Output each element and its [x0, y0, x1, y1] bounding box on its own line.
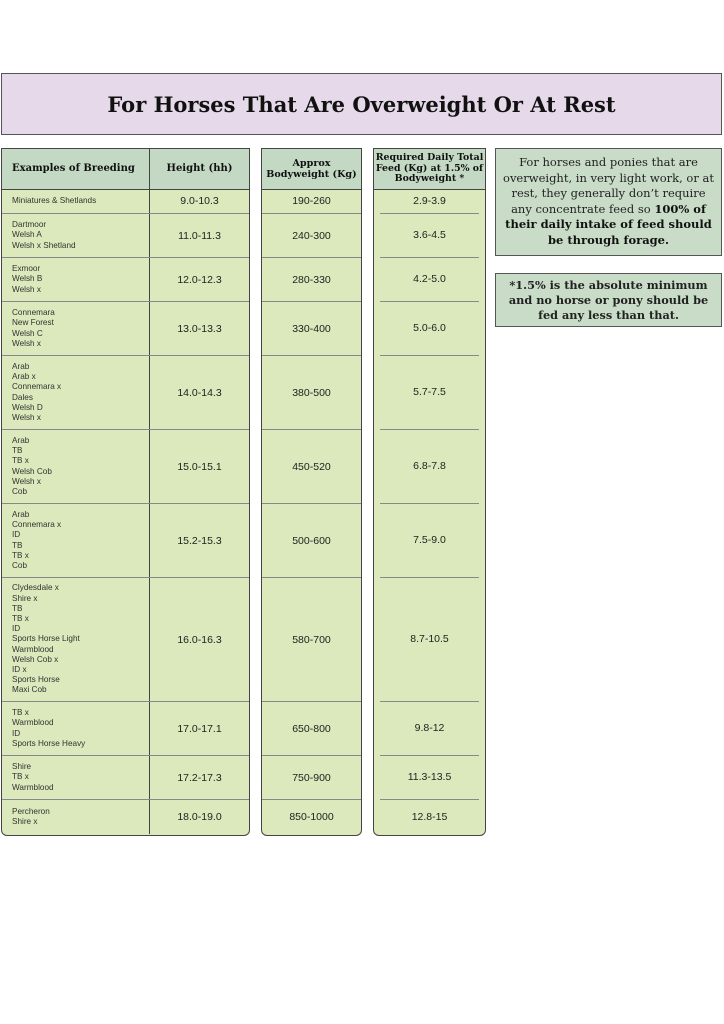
height-cell: 17.0-17.1: [177, 722, 222, 735]
breed-name: TB x: [12, 550, 29, 560]
breed-name: Maxi Cob: [12, 685, 47, 695]
height-cell: 15.0-15.1: [177, 460, 222, 473]
height-cell: 12.0-12.3: [177, 273, 222, 286]
breeding-cell: [2, 258, 150, 301]
breeding-height-table: [1, 148, 250, 836]
header-bodyweight-line1: Approx: [292, 157, 331, 169]
header-feed-line1: Required Daily Total: [375, 152, 484, 164]
feed-cell: 12.8-15: [411, 810, 448, 823]
breed-name: Arab x: [12, 372, 36, 382]
bodyweight-cell: 240-300: [292, 229, 331, 242]
table-row: [2, 701, 249, 755]
breed-name: Sports Horse Heavy: [12, 738, 86, 748]
breeding-cell: [2, 189, 150, 213]
feed-cell: 7.5-9.0: [413, 534, 446, 546]
breed-name: Welsh x: [12, 476, 41, 486]
table-row: [374, 701, 485, 755]
breeding-cell: [2, 214, 150, 257]
bodyweight-cell: 500-600: [292, 534, 331, 547]
minimum-note: [495, 273, 722, 327]
breed-name: Shire x: [12, 593, 38, 603]
table-row: [374, 503, 485, 577]
table-row: [262, 701, 361, 755]
breed-name: Welsh x: [12, 284, 41, 294]
table-row: [2, 429, 249, 503]
bodyweight-cell: 450-520: [292, 460, 331, 473]
bodyweight-table: [261, 148, 362, 836]
bodyweight-cell: 280-330: [292, 273, 331, 286]
breed-name: Connemara: [12, 308, 55, 318]
breed-name: Arab: [12, 435, 30, 445]
breed-name: Welsh x: [12, 412, 41, 422]
header-height: Height (hh): [166, 163, 233, 175]
height-cell: 11.0-11.3: [178, 229, 221, 242]
bodyweight-cell: 750-900: [292, 771, 331, 784]
breeding-cell: [2, 302, 150, 355]
table-row: [2, 503, 249, 577]
breed-name: TB: [12, 603, 23, 613]
table-row: [262, 257, 361, 301]
breed-name: Welsh B: [12, 274, 43, 284]
breed-name: Welsh Cob: [12, 466, 52, 476]
breed-name: Percheron: [12, 806, 50, 816]
breeding-cell: [2, 756, 150, 799]
table-row: [374, 355, 485, 429]
feed-cell: 4.2-5.0: [413, 273, 446, 285]
table-row: [374, 301, 485, 355]
breed-name: ID: [12, 728, 21, 738]
table-row: [262, 355, 361, 429]
height-cell: 15.2-15.3: [177, 534, 222, 547]
breeding-cell: [2, 702, 150, 755]
breed-name: Dartmoor: [12, 220, 47, 230]
table-row: [2, 355, 249, 429]
table-row: [262, 503, 361, 577]
breed-name: Shire x: [12, 817, 38, 826]
table-row: [374, 257, 485, 301]
breed-name: TB x: [12, 708, 29, 718]
bodyweight-cell: 850-1000: [289, 811, 334, 823]
table-row: [2, 755, 249, 799]
breed-name: Shire: [12, 762, 32, 772]
bodyweight-cell: 190-260: [292, 195, 331, 207]
table-row: [374, 577, 485, 701]
feed-cell: 8.7-10.5: [410, 633, 449, 645]
bodyweight-cell: 330-400: [292, 322, 331, 335]
breed-name: TB x: [12, 456, 29, 466]
breeding-cell: [2, 504, 150, 577]
breed-name: Dales: [12, 392, 33, 402]
breed-name: Warmblood: [12, 644, 54, 654]
header-feed: [374, 149, 485, 190]
breed-name: TB x: [12, 772, 29, 782]
breed-name: ID x: [12, 665, 27, 674]
breed-name: Welsh Cob x: [12, 654, 59, 664]
height-cell: 16.0-16.3: [177, 633, 222, 646]
forage-note-bold: 100% of their daily intake of feed should be through forage.: [505, 201, 712, 247]
table-row: [262, 429, 361, 503]
feed-cell: 3.6-4.5: [413, 229, 446, 241]
bodyweight-cell: 380-500: [292, 386, 331, 399]
breeding-cell: [2, 430, 150, 503]
forage-note: [495, 148, 722, 256]
table-row: [262, 213, 361, 257]
breed-name: TB: [12, 540, 23, 550]
breed-name: TB: [12, 446, 23, 456]
table-row: [374, 213, 485, 257]
table-row: [2, 799, 249, 834]
feed-cell: 6.8-7.8: [413, 460, 446, 472]
breed-name: Cob: [12, 560, 28, 570]
title-banner: [1, 73, 722, 135]
feed-cell: 5.7-7.5: [413, 386, 446, 398]
table-row: [262, 799, 361, 834]
table-row: [262, 189, 361, 213]
height-cell: 18.0-19.0: [177, 811, 222, 823]
breed-name: Connemara x: [12, 382, 62, 392]
breeding-cell: [2, 356, 150, 429]
header-bodyweight-line2: Bodyweight (Kg): [266, 169, 357, 180]
height-cell: 13.0-13.3: [177, 322, 222, 335]
minimum-note-text: *1.5% is the absolute minimum and no horse or pony should be fed any less than that.: [508, 278, 709, 322]
feed-cell: 2.9-3.9: [413, 195, 446, 207]
breed-name: Welsh D: [12, 402, 43, 412]
breed-name: Miniatures & Shetlands: [12, 195, 97, 205]
header-feed-line2: Feed (Kg) at 1.5% of: [375, 162, 484, 174]
header-feed-line3: Bodyweight *: [394, 173, 465, 185]
breed-name: Cob: [12, 486, 28, 496]
table-row: [262, 755, 361, 799]
table-row: [2, 189, 249, 213]
height-cell: 9.0-10.3: [180, 195, 219, 207]
breed-name: Welsh A: [12, 230, 42, 240]
breed-name: ID: [12, 530, 21, 540]
breed-name: Warmblood: [12, 718, 54, 728]
breeding-cell: [2, 578, 150, 701]
breed-name: TB x: [12, 613, 29, 623]
feed-cell: 11.3-13.5: [407, 771, 452, 783]
breed-name: Warmblood: [12, 782, 54, 792]
breed-name: Arab: [12, 361, 30, 371]
table-row: [262, 577, 361, 701]
breed-name: New Forest: [12, 318, 54, 328]
breed-name: Sports Horse: [12, 675, 60, 685]
feed-cell: 9.8-12: [414, 722, 445, 734]
header-row: [2, 149, 249, 190]
breed-name: ID: [12, 624, 21, 634]
feed-table: [373, 148, 486, 836]
breed-name: Welsh x: [12, 338, 41, 348]
breed-name: Arab: [12, 509, 30, 519]
table-row: [2, 213, 249, 257]
table-row: [2, 301, 249, 355]
table-row: [2, 257, 249, 301]
breed-name: Sports Horse Light: [12, 634, 80, 644]
table-row: [2, 577, 249, 701]
bodyweight-cell: 650-800: [292, 722, 331, 735]
header-bodyweight: [262, 149, 361, 190]
breed-name: Welsh C: [12, 328, 43, 338]
feed-cell: 5.0-6.0: [413, 322, 446, 334]
table-row: [374, 189, 485, 213]
page-title: For Horses That Are Overweight Or At Rest: [107, 91, 616, 117]
breed-name: Connemara x: [12, 520, 62, 530]
height-cell: 14.0-14.3: [177, 386, 222, 399]
header-breeding: Examples of Breeding: [12, 163, 135, 175]
breeding-cell: [2, 800, 150, 834]
table-row: [374, 755, 485, 799]
breed-name: Exmoor: [12, 264, 41, 274]
table-row: [262, 301, 361, 355]
breed-name: Welsh x Shetland: [12, 240, 76, 250]
breed-name: Clydesdale x: [12, 583, 59, 593]
table-row: [374, 429, 485, 503]
bodyweight-cell: 580-700: [292, 633, 331, 646]
table-row: [374, 799, 485, 834]
height-cell: 17.2-17.3: [177, 771, 222, 784]
forage-note-text: For horses and ponies that are overweight, in very light work, or at rest, they generally don’t require any concentrate feed so: [503, 155, 714, 216]
